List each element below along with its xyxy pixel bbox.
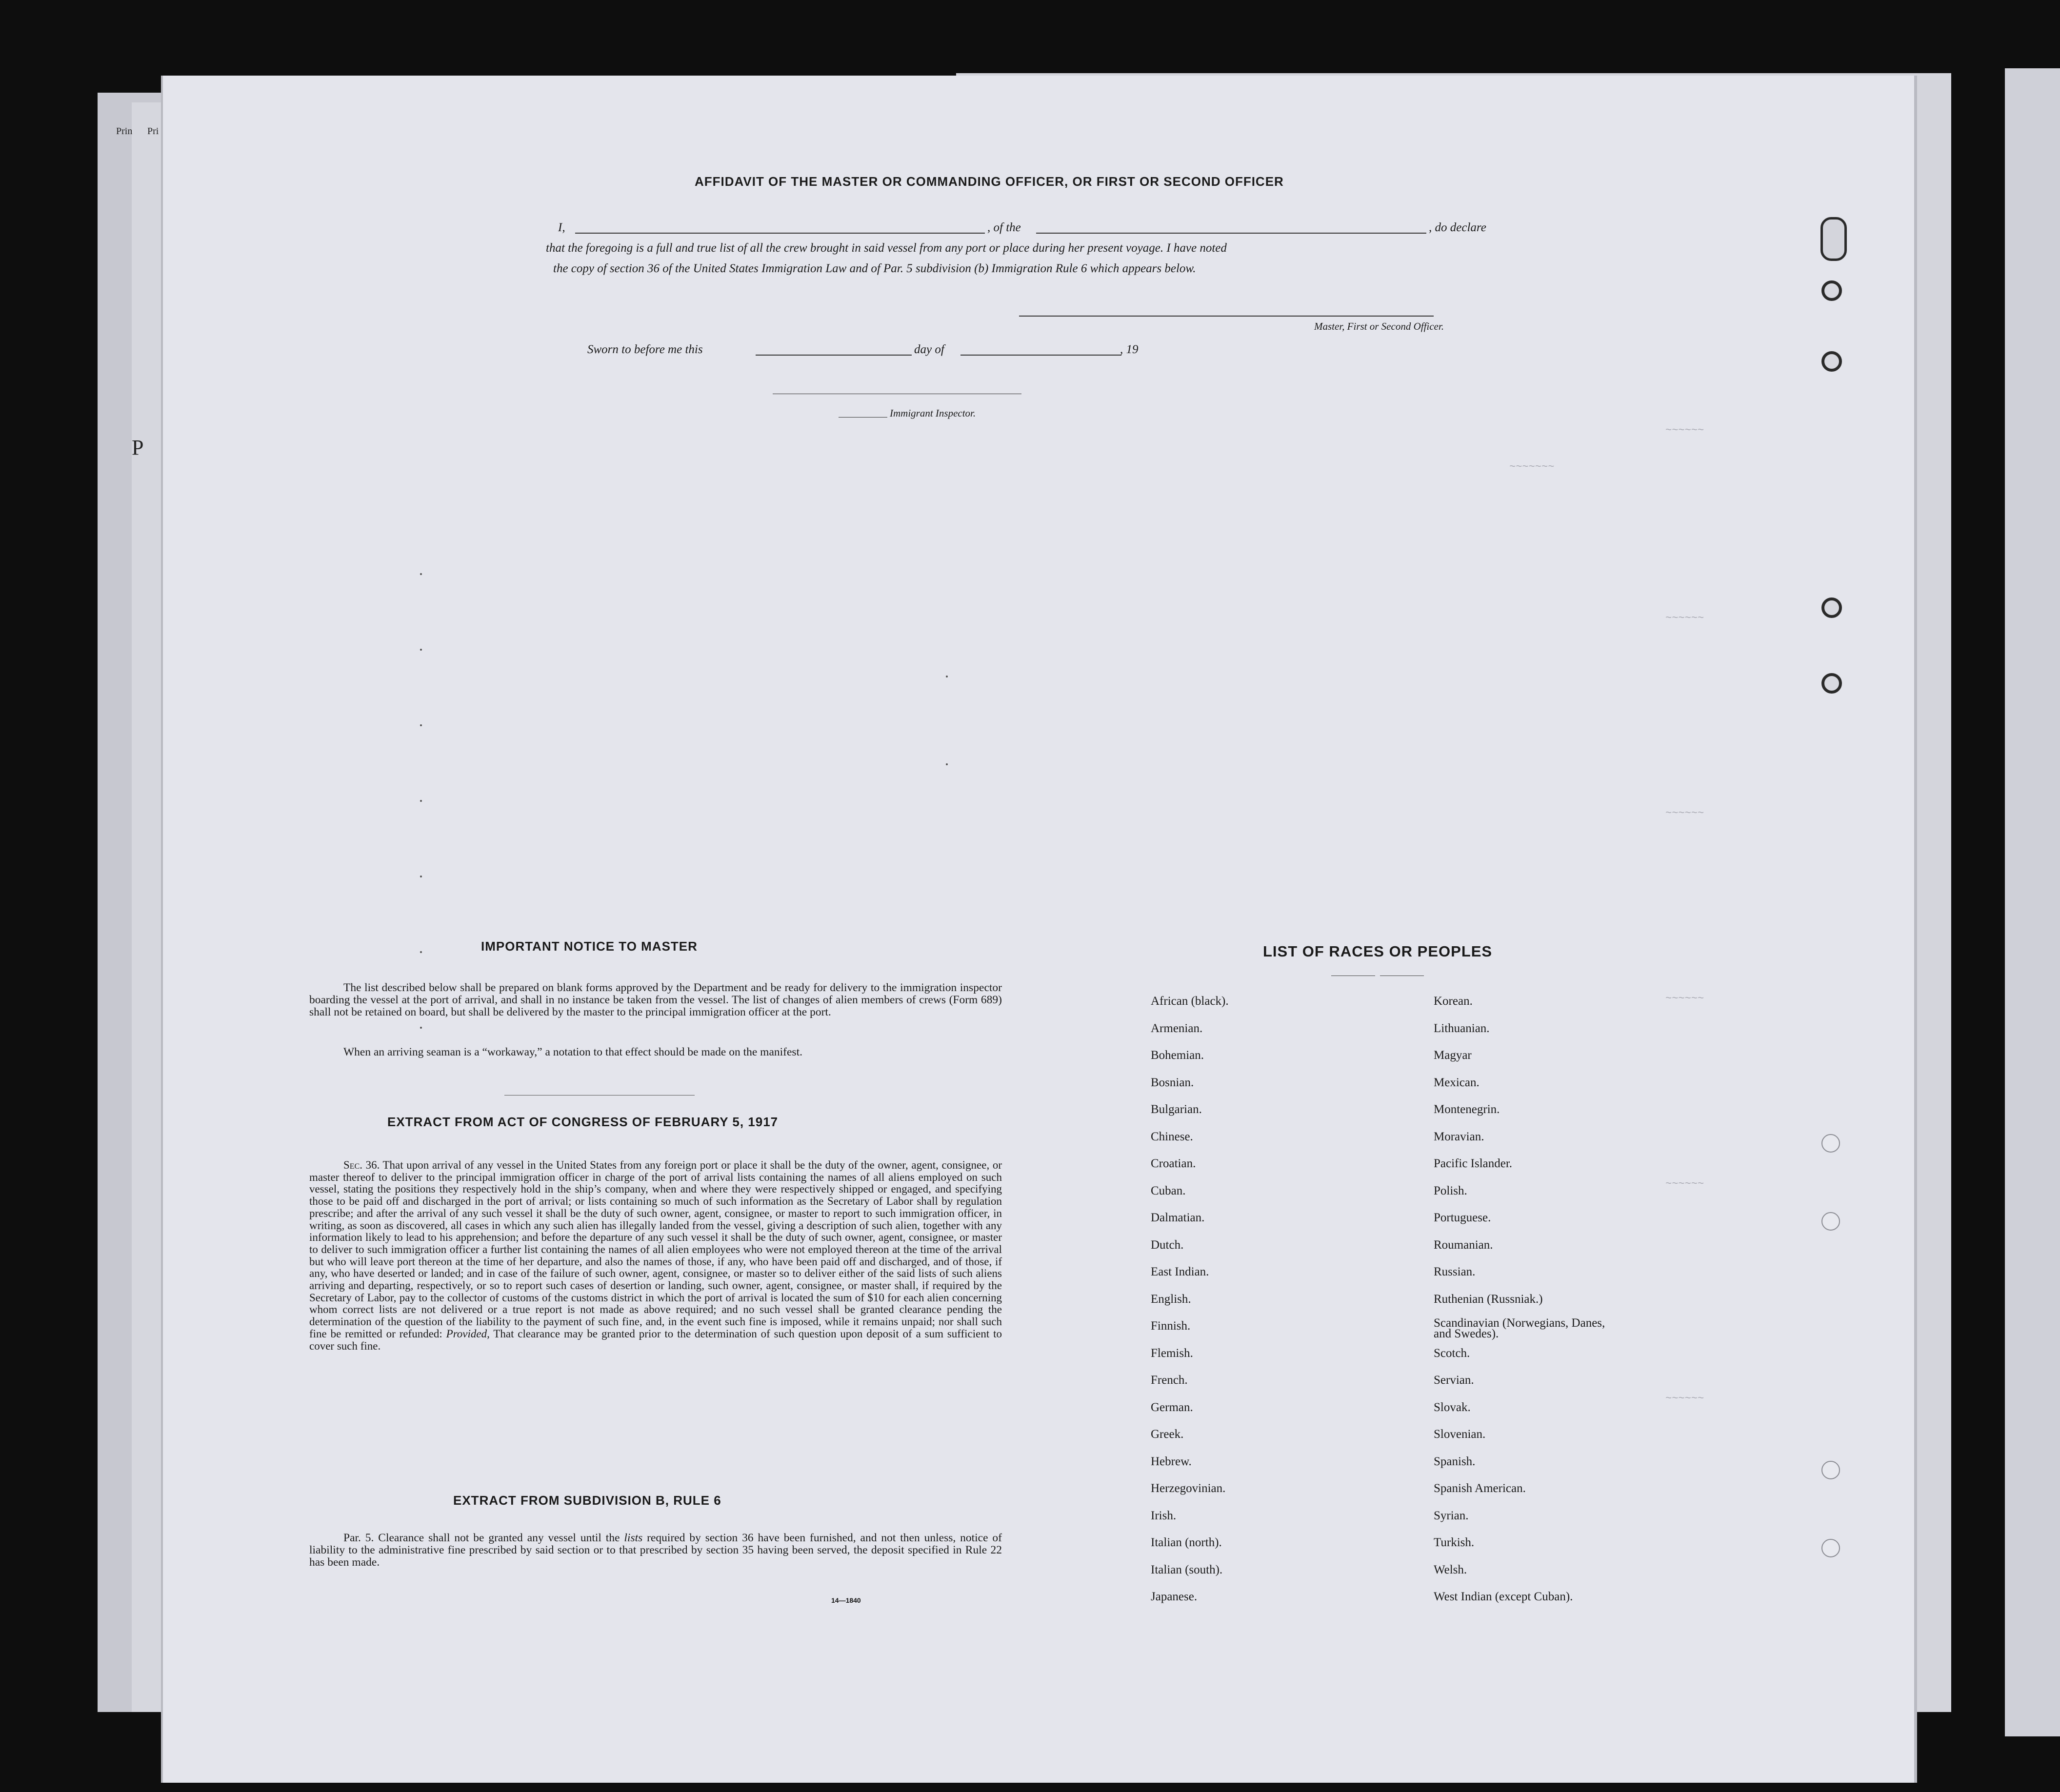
race-item: Magyar (1434, 1049, 1472, 1062)
race-item: Scandinavian (Norwegians, Danes, and Swedes). (1434, 1316, 1605, 1340)
sworn-label: Sworn to before me this (587, 343, 703, 356)
race-item: English. (1151, 1292, 1191, 1306)
binder-hole (1821, 1134, 1840, 1153)
lists-word: lists (624, 1532, 643, 1544)
affidavit-vessel-line (1036, 233, 1426, 234)
race-item: Bosnian. (1151, 1075, 1194, 1089)
binder-hole (1821, 351, 1842, 372)
provided-word: Provided, (446, 1327, 490, 1340)
race-item: Lithuanian. (1434, 1021, 1490, 1035)
race-item: Flemish. (1151, 1346, 1193, 1360)
affidavit-line-2: that the foregoing is a full and true list of all the crew brought in said vessel from any port or place during her present voyage. I have noted (546, 241, 1227, 255)
race-item: Japanese. (1151, 1590, 1198, 1603)
sec-36-text-end: That clearance may be granted prior to the determination of such question upon deposit of a sum sufficient to cover such fine. (309, 1327, 1002, 1352)
race-item: Italian (north). (1151, 1536, 1222, 1549)
binder-hole (1821, 1461, 1840, 1479)
column-dot (946, 676, 948, 677)
race-item: Moravian. (1434, 1130, 1484, 1143)
race-item: Hebrew. (1151, 1454, 1192, 1468)
extract-act-title: EXTRACT FROM ACT OF CONGRESS OF FEBRUARY 5, 1917 (387, 1115, 779, 1129)
column-dot (420, 649, 422, 651)
race-item: Servian. (1434, 1374, 1474, 1387)
race-item: Cuban. (1151, 1184, 1186, 1197)
bleed-through-mark: ~~~~~~ (1665, 424, 1704, 437)
inspector-label: Immigrant Inspector. (890, 407, 976, 419)
notice-title: IMPORTANT NOTICE TO MASTER (481, 939, 698, 954)
race-item: Bulgarian. (1151, 1103, 1202, 1116)
sworn-date-line (756, 355, 912, 356)
binder-hole (1821, 1539, 1840, 1557)
column-dot (420, 800, 422, 802)
extract-rule-text (309, 1532, 1002, 1569)
affidavit-line-3: the copy of section 36 of the United States Immigration Law and of Par. 5 subdivision (b) Immigration Rule 6 which appears below. (553, 262, 1196, 275)
signature-label: Master, First or Second Officer. (1314, 320, 1444, 332)
race-item: Roumanian. (1434, 1238, 1493, 1252)
race-item: Herzegovinian. (1151, 1482, 1226, 1495)
margin-label-pri: Pri (147, 126, 159, 137)
race-item: Slovak. (1434, 1400, 1471, 1414)
race-item: Dalmatian. (1151, 1211, 1205, 1224)
bleed-through-mark: ~~~~~~~ (1509, 461, 1555, 473)
race-item: West Indian (except Cuban). (1434, 1590, 1573, 1603)
sec-label: Sec. 36. (343, 1159, 380, 1171)
affidavit-i-label: I, (558, 221, 565, 234)
race-item: Welsh. (1434, 1563, 1467, 1576)
binder-hole (1821, 280, 1842, 301)
binder-hole (1821, 673, 1842, 694)
column-dot (420, 876, 422, 877)
margin-label-prin: Prin (116, 126, 133, 137)
sworn-day-of-label: day of (914, 343, 944, 356)
race-item: Irish. (1151, 1509, 1177, 1522)
affidavit-title: AFFIDAVIT OF THE MASTER OR COMMANDING OFFICER, OR FIRST OR SECOND OFFICER (695, 174, 1284, 189)
column-dot (420, 573, 422, 575)
race-item: East Indian. (1151, 1265, 1209, 1278)
race-item: Spanish American. (1434, 1482, 1526, 1495)
column-dot (420, 1027, 422, 1029)
sec-36-text: That upon arrival of any vessel in the United States from any foreign port or place it shall be the duty of the owner, agent, consignee, or master thereof to deliver to the principal immigration officer in charge of the port of arrival lists containing the names of all aliens employed on such vessel, stating the positions they respectively hold in the ship’s company, when and where they were respectively shipped or engaged, and specifying those to be paid off and discharged in the port of arrival; or lists containing so much of such information as the Secretary of Labor shall by regulation prescribe; and after the arrival of any such vessel it shall be the duty of such owner, agent, consignee, or master to report to such immigration officer, in writing, as soon as discovered, all cases in which any such alien has illegally landed from the vessel, giving a description of such alien, together with any information likely to lead to his apprehension; and before the departure of any such vessel it shall be the duty of such owner, agent, consignee, or master to deliver to such immigration officer a further list containing the names of all alien employees who were not employed thereon at the time of the arrival but who will leave port thereon at the time of her departure, and also the names of those, if any, who have been paid off and discharged, and of those, if any, who have deserted or landed; and in case of the failure of such owner, agent, consignee, or master so to deliver either of the said lists of such aliens arriving and departing, respectively, or so to report such cases of desertion or landing, such owner, agent, consignee, or master shall, if required by the Secretary of Labor, pay to the collector of customs of the customs district in which the port of arrival is located the sum of $10 for each alien concerning whom correct lists are not delivered or a true report is not made as above required; and no such vessel shall be granted clearance pending the determination of the question of the liability to the payment of such fine, and, in the event such fine is imposed, while it remains unpaid; nor shall such fine be remitted or refunded: (309, 1159, 1002, 1340)
race-item: African (black). (1151, 995, 1229, 1008)
extract-rule-title: EXTRACT FROM SUBDIVISION B, RULE 6 (453, 1493, 721, 1508)
extract-act-text (309, 1159, 1002, 1352)
race-item: Portuguese. (1434, 1211, 1491, 1224)
race-item: Bohemian. (1151, 1049, 1204, 1062)
bleed-through-mark: ~~~~~~ (1665, 612, 1704, 624)
inspector-short-line (839, 417, 887, 418)
notice-paragraph-1: The list described below shall be prepared on blank forms approved by the Department and be ready for delivery to the immigration inspector boarding the vessel at the port of arrival, and shall in no instance be taken from the vessel. The list of changes of alien members of crews (Form 689) shall not be retained on board, but shall be delivered by the master to the principal immigration officer at the port. (309, 981, 1002, 1018)
bleed-through-mark: ~~~~~~ (1665, 1178, 1704, 1190)
margin-letter-p: P (132, 436, 144, 459)
race-item: Slovenian. (1434, 1428, 1486, 1441)
form-number: 14—1840 (831, 1596, 861, 1604)
column-dot (420, 951, 422, 953)
bleed-through-mark: ~~~~~~ (1665, 993, 1704, 1005)
affidavit-declare-label: , do declare (1429, 221, 1486, 234)
race-item: Turkish. (1434, 1536, 1475, 1549)
race-item: Korean. (1434, 995, 1473, 1008)
race-item: Armenian. (1151, 1021, 1203, 1035)
rule-text-a: Par. 5. Clearance shall not be granted any vessel until the (343, 1532, 620, 1544)
rule-text-b: required by section 36 have been furnished, and not then unless, notice of liability to the administrative fine prescribed by said section or to that prescribed by section 35 having been served, the deposit specified in Rule 22 has been made. (309, 1532, 1002, 1569)
race-item: Russian. (1434, 1265, 1476, 1278)
affidavit-of-the-label: , of the (987, 221, 1021, 234)
signature-line (1019, 316, 1434, 317)
column-dot (946, 763, 948, 765)
sworn-year-label: , 19 (1120, 343, 1139, 356)
race-item: Italian (south). (1151, 1563, 1223, 1576)
background-page-right-edge (2005, 68, 2060, 1736)
manifest-page (161, 76, 1914, 1783)
race-item: Chinese. (1151, 1130, 1193, 1143)
race-item: Dutch. (1151, 1238, 1184, 1252)
race-item: Mexican. (1434, 1075, 1480, 1089)
binder-slot (1820, 217, 1847, 261)
affidavit-name-line (575, 233, 985, 234)
race-item: Croatian. (1151, 1157, 1196, 1170)
binder-hole (1821, 597, 1842, 618)
race-item: German. (1151, 1400, 1193, 1414)
race-item: Syrian. (1434, 1509, 1469, 1522)
race-item: Spanish. (1434, 1454, 1476, 1468)
race-item: Montenegrin. (1434, 1103, 1500, 1116)
race-item: Greek. (1151, 1428, 1184, 1441)
bleed-through-mark: ~~~~~~ (1665, 1393, 1704, 1405)
races-title: LIST OF RACES OR PEOPLES (1263, 943, 1493, 960)
race-item: Polish. (1434, 1184, 1467, 1197)
race-item: Ruthenian (Russniak.) (1434, 1292, 1543, 1306)
sworn-month-line (960, 355, 1121, 356)
binder-hole (1821, 1212, 1840, 1231)
race-item: Scotch. (1434, 1346, 1470, 1360)
notice-paragraph-2: When an arriving seaman is a “workaway,” a notation to that effect should be made on the manifest. (343, 1046, 802, 1058)
race-item: French. (1151, 1374, 1188, 1387)
race-item: Finnish. (1151, 1319, 1191, 1333)
race-item: Pacific Islander. (1434, 1157, 1513, 1170)
column-dot (420, 724, 422, 726)
bleed-through-mark: ~~~~~~ (1665, 807, 1704, 819)
